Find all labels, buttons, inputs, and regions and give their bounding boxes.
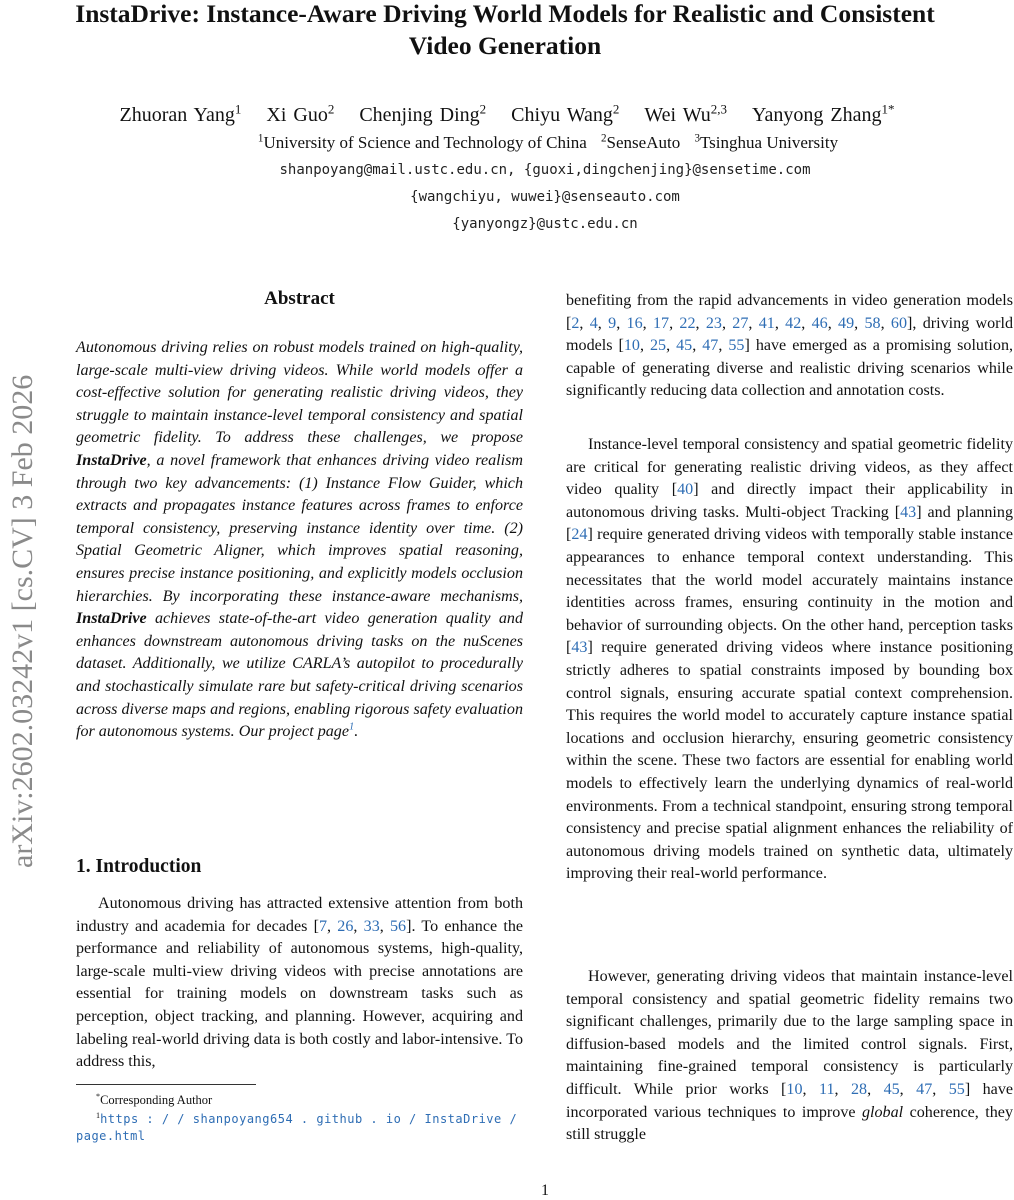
citation-link[interactable]: 58 xyxy=(864,314,881,332)
citation-link[interactable]: 2 xyxy=(571,314,580,332)
arxiv-stamp: arXiv:2602.03242v1 [cs.CV] 3 Feb 2026 xyxy=(6,374,39,868)
author-2: Xi Guo$^2$ xyxy=(266,101,335,126)
abstract-paragraph: Autonomous driving relies on robust models trained on high-quality, large-scale multi-view driving videos. While world models offer a cost-effective solution for generating realistic driving videos, they struggle to maintain instance-level temporal consistency and spatial geometric fidelity. To address these challenges, we propose InstaDrive, a novel framework that enhances driving video realism through two key advancements: (1) Instance Flow Guider, which extracts and propagates instance features across frames to enforce temporal consistency, preserving instance identity over time. (2) Spatial Geometric Aligner, which improves spatial reasoning, ensures precise instance positioning, and explicitly models occlusion hierarchies. By incorporating these instance-aware mechanisms, InstaDrive achieves state-of-the-art video generation quality and enhances downstream autonomous driving tasks on the nuScenes dataset. Additionally, we utilize CARLA’s autopilot to procedurally and stochastically simulate rare but safety-critical driving scenarios across diverse maps and regions, enabling rigorous safety evaluation for autonomous systems. Our project page$^1$. xyxy=(76,339,523,741)
method-name: InstaDrive xyxy=(76,451,147,469)
paper-title xyxy=(60,0,950,62)
introduction-heading: 1. Introduction xyxy=(76,856,202,877)
abstract-heading: Abstract xyxy=(264,288,335,309)
citation-link[interactable]: 25 xyxy=(649,337,667,355)
intro-paragraph: Autonomous driving has attracted extensive attention from both industry and academia for decades [7, 26, 33, 56]. To enhance the performance and reliability of autonomous systems, high-quality, large-scale multi-view driving videos with precise annotations are essential for training models on downstream tasks such as perception, object tracking, and planning. However, acquiring and labeling real-world driving data is both costly and labor-intensive. To address this, xyxy=(76,895,524,1071)
citation-link[interactable]: 56 xyxy=(390,917,407,935)
author-1: Zhuoran Yang$^1$ xyxy=(119,101,242,126)
citation-link[interactable]: 17 xyxy=(652,314,670,332)
affiliation-3: $^3$Tsinghua University xyxy=(694,132,839,152)
citation-link[interactable]: 26 xyxy=(337,917,354,935)
citation-link[interactable]: 9 xyxy=(608,314,617,332)
right-paragraph-3: However, generating driving videos that maintain instance-level temporal consistency and spatial geometric fidelity remains two significant challenges, primarily due to the large sampling space in diffusion-based models and the limited control signals. First, maintaining fine-grained temporal consistency is particularly difficult. While prior works [10, 11, 28, 45, 47, 55] have incorporated various techniques to improve global coherence, they still struggle xyxy=(566,968,1014,1144)
author-4: Chiyu Wang$^2$ xyxy=(511,101,620,126)
citation-link[interactable]: 28 xyxy=(850,1080,868,1098)
citation-link[interactable]: 7 xyxy=(318,917,328,935)
email-line-2: {wangchiyu, wuwei}@senseauto.com xyxy=(410,189,680,205)
affiliation-1: $^1$University of Science and Technology of China xyxy=(257,132,587,152)
citation-link[interactable]: 47 xyxy=(702,337,719,355)
footnote-divider xyxy=(76,1084,256,1085)
footnote-corresponding: *Corresponding Author xyxy=(96,1091,213,1107)
author-list xyxy=(0,101,1014,127)
citation-link[interactable]: 45 xyxy=(676,337,693,355)
right-paragraph-1: benefiting from the rapid advancements in video generation models [2, 4, 9, 16, 17, 22, 23, 27, 41, 42, 46, 49, 58, 60], driving world models [10, 25, 45, 47, 55] have emerged as a promising solution, capable of generating diverse and realistic driving scenarios while significantly reducing data collection and annotation costs. xyxy=(566,292,1014,400)
citation-link[interactable]: 40 xyxy=(677,481,694,499)
citation-link[interactable]: 27 xyxy=(732,314,749,332)
right-paragraph-2: Instance-level temporal consistency and spatial geometric fidelity are critical for generating realistic driving videos, as they affect video quality [40] and directly impact their applicability in autonomous driving tasks. Multi-object Tracking [43] and planning [24] require generated driving videos with temporally stable instance appearances to enhance temporal context understanding. This necessitates that the world model accurately maintains instance identities across frames, ensuring continuity in the motion and behavior of surrounding objects. On the other hand, perception tasks [43] require generated driving videos where instance positioning strictly adheres to spatial constraints imposed by bounding box control signals, ensuring accurate spatial context comprehension. This requires the world model to accurately capture instance spatial locations and occlusion hierarchy, ensuring geometric consistency within the scene. These two factors are essential for enabling world models to effectively learn the underlying dynamics of real-world environments. From a technical standpoint, ensuring strong temporal consistency and precise spatial alignment enhances the reliability of autonomous driving models trained on synthetic data, ultimately improving their real-world performance. xyxy=(566,436,1014,883)
citation-link[interactable]: 43 xyxy=(571,639,588,657)
citation-link[interactable]: 47 xyxy=(916,1080,933,1098)
citation-link[interactable]: 55 xyxy=(728,337,745,355)
affiliation-2: $^2$SenseAuto xyxy=(601,132,681,152)
email-line-3: {yanyongz}@ustc.edu.cn xyxy=(452,216,638,232)
citation-link[interactable]: 41 xyxy=(758,314,775,332)
abstract-body xyxy=(76,337,523,744)
citation-link[interactable]: 22 xyxy=(679,314,696,332)
footnote-project-page: $^1$https : / / shanpoyang654 . github . io / InstaDrive / page.html xyxy=(76,1110,518,1143)
citation-link[interactable]: 42 xyxy=(785,314,802,332)
introduction-body xyxy=(76,893,523,1074)
method-name: InstaDrive xyxy=(76,610,147,628)
citation-link[interactable]: 10 xyxy=(623,337,640,355)
footnote-link[interactable]: 1 xyxy=(348,721,355,733)
title-line-1: InstaDrive: Instance-Aware Driving World Models for Realistic and Consistent xyxy=(75,0,935,28)
citation-link[interactable]: 4 xyxy=(589,314,598,332)
author-6: Yanyong Zhang$^{1*}$ xyxy=(752,101,895,126)
title-line-2: Video Generation xyxy=(408,31,602,60)
affiliations xyxy=(0,133,1014,153)
citation-link[interactable]: 24 xyxy=(571,526,588,544)
citation-link[interactable]: 49 xyxy=(838,314,855,332)
citation-link[interactable]: 10 xyxy=(786,1080,803,1098)
citation-link[interactable]: 60 xyxy=(890,314,907,332)
project-page-link[interactable]: https : / / shanpoyang654 . github . io / InstaDrive / page.html xyxy=(76,1112,518,1143)
citation-link[interactable]: 55 xyxy=(948,1080,965,1098)
citation-link[interactable]: 45 xyxy=(883,1080,900,1098)
citation-link[interactable]: 23 xyxy=(705,314,722,332)
citation-link[interactable]: 46 xyxy=(811,314,828,332)
citation-link[interactable]: 33 xyxy=(363,917,380,935)
page-number: 1 xyxy=(541,1182,549,1199)
citation-link[interactable]: 43 xyxy=(900,503,917,521)
citation-link[interactable]: 11 xyxy=(819,1080,835,1098)
author-5: Wei Wu$^{2,3}$ xyxy=(644,101,728,126)
email-line-1: shanpoyang@mail.ustc.edu.cn, {guoxi,dingchenjing}@sensetime.com xyxy=(279,162,811,178)
author-3: Chenjing Ding$^2$ xyxy=(359,101,487,126)
citation-link[interactable]: 16 xyxy=(626,314,643,332)
